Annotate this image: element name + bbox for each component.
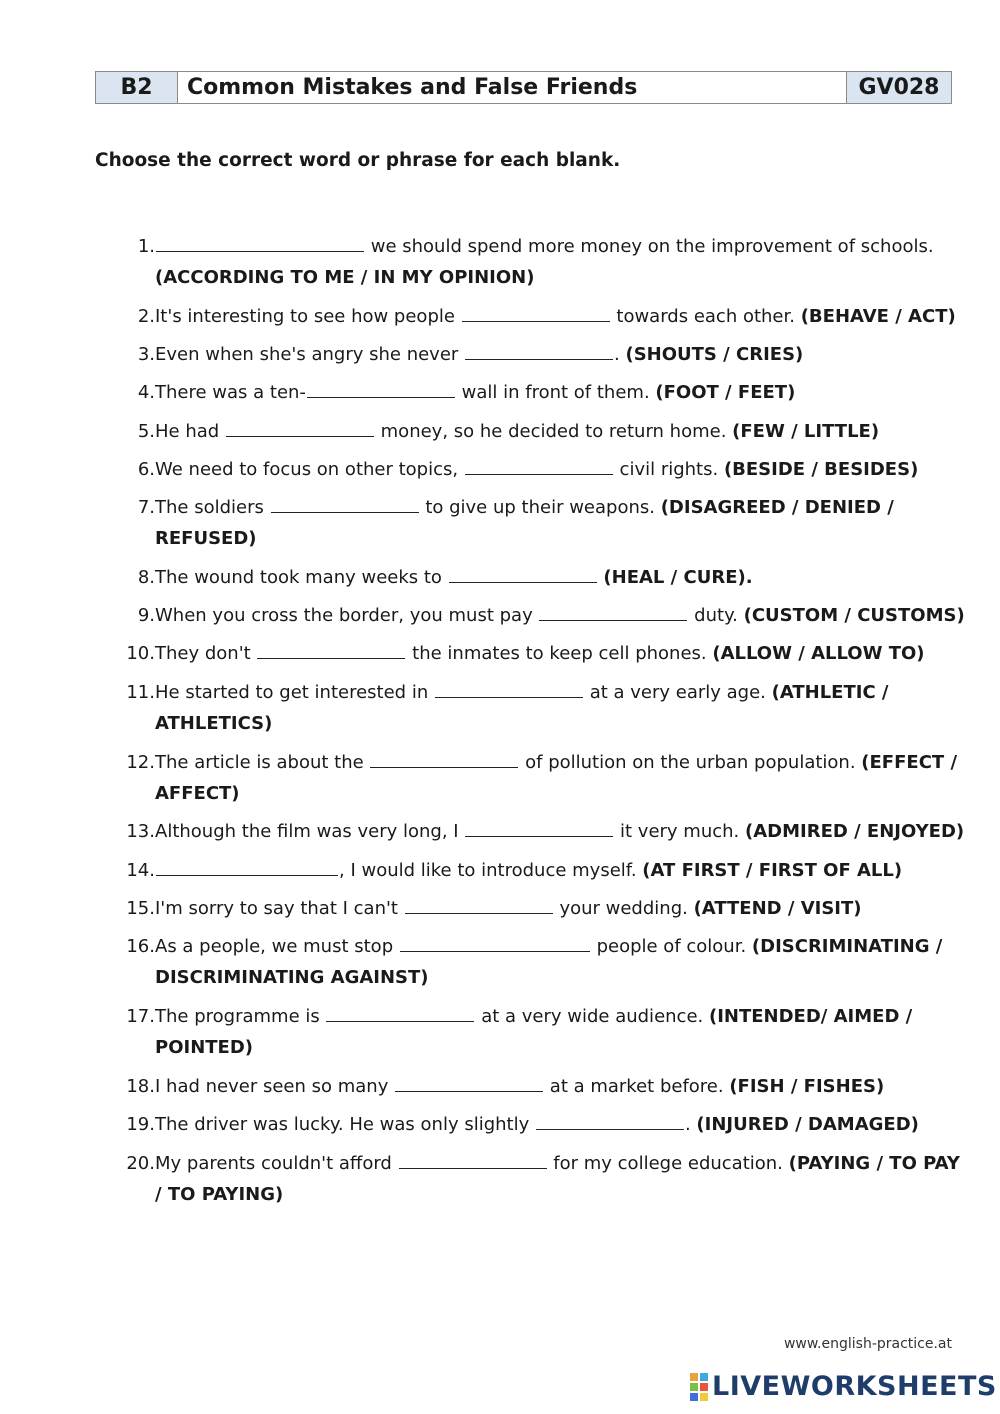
question-text (155, 377, 970, 408)
worksheet-code: GV028 (846, 72, 951, 103)
answer-options: (INTENDED/ AIMED / POINTED) (155, 1006, 913, 1058)
answer-blank[interactable] (370, 749, 518, 768)
answer-options: (EFFECT / AFFECT) (155, 752, 958, 804)
answer-blank[interactable] (400, 933, 590, 952)
answer-options: (AT FIRST / FIRST OF ALL) (642, 860, 903, 881)
answer-blank[interactable] (465, 341, 613, 360)
question-number: 7. (137, 497, 155, 518)
question-text-before: He started to get interested in (155, 682, 434, 703)
source-url: www.english-practice.at (783, 1336, 952, 1352)
question-item (110, 747, 970, 809)
question-text-after: to give up their weapons. (419, 497, 661, 518)
question-text-before: My parents couldn't afford (155, 1153, 398, 1174)
question-text (155, 816, 970, 847)
question-item (110, 677, 970, 739)
question-item (110, 416, 970, 447)
question-text (155, 1148, 970, 1210)
question-text-after: we should spend more money on the improvement of schools. (365, 236, 934, 257)
question-text (155, 893, 970, 924)
question-text-before: The programme is (155, 1006, 326, 1027)
answer-blank[interactable] (435, 679, 583, 698)
question-text-after: of pollution on the urban population. (519, 752, 862, 773)
question-number: 9. (137, 605, 155, 626)
question-text-after: the inmates to keep cell phones. (406, 643, 713, 664)
question-text-after: your wedding. (553, 898, 694, 919)
question-item (110, 893, 970, 924)
question-text-after: , I would like to introduce myself. (339, 860, 643, 881)
question-text-before: He had (155, 421, 225, 442)
question-number: 18. (126, 1076, 155, 1097)
question-text (155, 600, 970, 631)
question-text (155, 855, 970, 886)
question-item (110, 1001, 970, 1063)
answer-blank[interactable] (399, 1150, 547, 1169)
question-text-after: . (614, 344, 626, 365)
answer-blank[interactable] (226, 418, 374, 437)
question-text-after: towards each other. (610, 306, 801, 327)
answer-options: (BEHAVE / ACT) (800, 306, 956, 327)
question-text-before: Although the film was very long, I (155, 821, 465, 842)
question-text (155, 677, 970, 739)
question-item (110, 339, 970, 370)
answer-blank[interactable] (449, 564, 597, 583)
answer-options: (CUSTOM / CUSTOMS) (743, 605, 965, 626)
question-text (155, 416, 970, 447)
answer-options: (SHOUTS / CRIES) (625, 344, 804, 365)
question-number: 6. (137, 459, 155, 480)
question-item (110, 816, 970, 847)
answer-blank[interactable] (156, 857, 338, 876)
worksheet-header (95, 71, 952, 104)
question-item (110, 492, 970, 554)
logo-icon (690, 1373, 708, 1401)
question-number: 13. (126, 821, 155, 842)
answer-blank[interactable] (156, 233, 364, 252)
answer-blank[interactable] (257, 640, 405, 659)
question-text-before: As a people, we must stop (155, 936, 399, 957)
question-text-before: The soldiers (155, 497, 270, 518)
question-item (110, 1148, 970, 1210)
question-text-before: They don't (155, 643, 257, 664)
answer-blank[interactable] (465, 456, 613, 475)
answer-options: (HEAL / CURE). (603, 567, 753, 588)
liveworksheets-logo (690, 1371, 997, 1402)
question-number: 20. (126, 1153, 155, 1174)
question-text-after: civil rights. (613, 459, 724, 480)
question-number: 8. (137, 567, 155, 588)
question-text (155, 1071, 970, 1102)
question-text-before: I had never seen so many (155, 1076, 395, 1097)
question-text (155, 301, 970, 332)
answer-options: (FOOT / FEET) (655, 382, 796, 403)
question-number: 17. (126, 1006, 155, 1027)
question-item (110, 1071, 970, 1102)
answer-blank[interactable] (465, 818, 613, 837)
question-text (155, 231, 970, 293)
question-number: 3. (137, 344, 155, 365)
question-text (155, 638, 970, 669)
question-item (110, 377, 970, 408)
logo-text: LIVEWORKSHEETS (712, 1371, 997, 1402)
question-number: 14. (126, 860, 155, 881)
question-text-after: it very much. (614, 821, 745, 842)
question-text-before: When you cross the border, you must pay (155, 605, 539, 626)
question-item (110, 600, 970, 631)
question-text (155, 1001, 970, 1063)
answer-options: (ALLOW / ALLOW TO) (712, 643, 925, 664)
answer-blank[interactable] (539, 602, 687, 621)
question-number: 10. (126, 643, 155, 664)
answer-options: (DISAGREED / DENIED / REFUSED) (155, 497, 894, 549)
question-text-before: Even when she's angry she never (155, 344, 465, 365)
worksheet-title: Common Mistakes and False Friends (187, 75, 638, 100)
question-item (110, 855, 970, 886)
answer-blank[interactable] (326, 1003, 474, 1022)
question-text-after: people of colour. (590, 936, 752, 957)
question-text-after: . (684, 1114, 697, 1135)
question-item (110, 231, 970, 293)
answer-blank[interactable] (405, 895, 553, 914)
question-item (110, 1109, 970, 1140)
level-cell: B2 (96, 72, 178, 103)
question-text (155, 747, 970, 809)
answer-blank[interactable] (462, 303, 610, 322)
answer-blank[interactable] (395, 1073, 543, 1092)
answer-options: (ATTEND / VISIT) (693, 898, 862, 919)
answer-options: (ATHLETIC / ATHLETICS) (155, 682, 889, 734)
question-text-after: money, so he decided to return home. (374, 421, 733, 442)
question-item (110, 454, 970, 485)
question-number: 4. (137, 382, 155, 403)
question-text-before: I'm sorry to say that I can't (155, 898, 404, 919)
question-text-before: The wound took many weeks to (155, 567, 448, 588)
question-item (110, 638, 970, 669)
answer-options: (BESIDE / BESIDES) (723, 459, 919, 480)
question-text-after: at a market before. (544, 1076, 730, 1097)
question-text-before: It's interesting to see how people (155, 306, 461, 327)
question-text-after: at a very early age. (583, 682, 772, 703)
answer-options: (FEW / LITTLE) (732, 421, 880, 442)
answer-blank[interactable] (536, 1111, 684, 1130)
answer-options: (INJURED / DAMAGED) (696, 1114, 919, 1135)
question-text (155, 562, 970, 593)
answer-options: (ACCORDING TO ME / IN MY OPINION) (155, 267, 535, 288)
question-text-after: wall in front of them. (455, 382, 656, 403)
question-text (155, 339, 970, 370)
instruction: Choose the correct word or phrase for each blank. (95, 150, 621, 171)
answer-blank[interactable] (271, 494, 419, 513)
question-number: 1. (137, 236, 155, 257)
question-text-after: at a very wide audience. (475, 1006, 709, 1027)
question-number: 11. (126, 682, 155, 703)
question-item (110, 301, 970, 332)
question-number: 2. (137, 306, 155, 327)
question-text-before: The article is about the (155, 752, 370, 773)
question-text (155, 454, 970, 485)
question-text-after: for my college education. (547, 1153, 789, 1174)
question-text (155, 931, 970, 993)
question-text (155, 1109, 970, 1140)
question-item (110, 931, 970, 993)
answer-blank[interactable] (307, 379, 455, 398)
answer-options: (PAYING / TO PAY / TO PAYING) (155, 1153, 960, 1205)
question-text-before: There was a ten- (155, 382, 306, 403)
question-number: 19. (126, 1114, 155, 1135)
question-text-before: We need to focus on other topics, (155, 459, 464, 480)
answer-options: (FISH / FISHES) (729, 1076, 885, 1097)
question-number: 15. (126, 898, 155, 919)
question-number: 12. (126, 752, 155, 773)
question-text-before: The driver was lucky. He was only slightly (155, 1114, 535, 1135)
answer-options: (DISCRIMINATING / DISCRIMINATING AGAINST) (155, 936, 943, 988)
question-text-after: duty. (688, 605, 744, 626)
question-number: 16. (126, 936, 155, 957)
question-number: 5. (137, 421, 155, 442)
answer-options: (ADMIRED / ENJOYED) (745, 821, 965, 842)
question-text (155, 492, 970, 554)
question-item (110, 562, 970, 593)
